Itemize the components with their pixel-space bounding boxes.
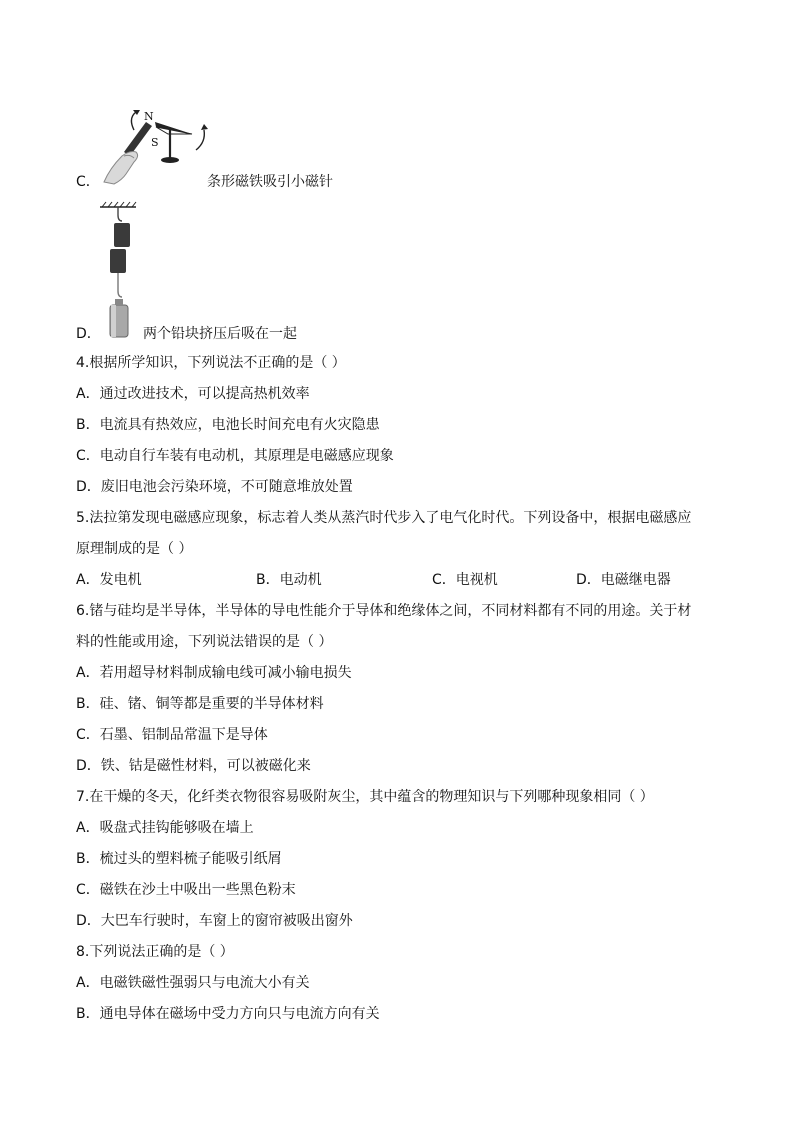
q6-stem-line1: 6.锗与硅均是半导体，半导体的导电性能介于导体和绝缘体之间，不同材料都有不同的用途。关于材 bbox=[76, 603, 692, 619]
q4-option-d: D．废旧电池会污染环境，不可随意堆放处置 bbox=[76, 479, 353, 495]
q8-option-b: B．通电导体在磁场中受力方向只与电流方向有关 bbox=[76, 1006, 380, 1022]
q5-stem-line2: 原理制成的是（ ） bbox=[76, 541, 193, 557]
option-c-caption: 条形磁铁吸引小磁针 bbox=[207, 174, 333, 190]
q7-option-a: A．吸盘式挂钩能够吸在墙上 bbox=[76, 820, 254, 836]
q7-option-c: C．磁铁在沙土中吸出一些黑色粉末 bbox=[76, 882, 296, 898]
q5-option-b: B．电动机 bbox=[256, 572, 322, 588]
q5-stem-line1: 5.法拉第发现电磁感应现象，标志着人类从蒸汽时代步入了电气化时代。下列设备中，根据电磁感应 bbox=[76, 510, 692, 526]
q6-option-c: C．石墨、铝制品常温下是导体 bbox=[76, 727, 268, 743]
q5-option-c: C．电视机 bbox=[432, 572, 498, 588]
q4-option-c: C．电动自行车装有电动机，其原理是电磁感应现象 bbox=[76, 448, 394, 464]
q6-option-a: A．若用超导材料制成输电线可减小输电损失 bbox=[76, 665, 352, 681]
option-c-letter: C． bbox=[76, 174, 100, 190]
q7-stem: 7.在干燥的冬天，化纤类衣物很容易吸附灰尘，其中蕴含的物理知识与下列哪种现象相同（ ） bbox=[76, 789, 654, 805]
q4-option-a: A．通过改进技术，可以提高热机效率 bbox=[76, 386, 310, 402]
q6-stem-line2: 料的性能或用途，下列说法错误的是（ ） bbox=[76, 634, 333, 650]
q5-option-d: D．电磁继电器 bbox=[576, 572, 671, 588]
q6-option-b: B．硅、锗、铜等都是重要的半导体材料 bbox=[76, 696, 324, 712]
q7-option-b: B．梳过头的塑料梳子能吸引纸屑 bbox=[76, 851, 282, 867]
lead-blocks-figure bbox=[98, 201, 142, 343]
q5-option-a: A．发电机 bbox=[76, 572, 142, 588]
q4-option-b: B．电流具有热效应，电池长时间充电有火灾隐患 bbox=[76, 417, 380, 433]
magnet-compass-figure bbox=[100, 104, 212, 186]
option-d-caption: 两个铅块挤压后吸在一起 bbox=[143, 326, 297, 342]
q6-option-d: D．铁、钴是磁性材料，可以被磁化来 bbox=[76, 758, 311, 774]
s-label: S bbox=[151, 136, 159, 149]
n-label: N bbox=[144, 110, 154, 123]
q4-stem: 4.根据所学知识，下列说法不正确的是（ ） bbox=[76, 355, 346, 371]
q8-option-a: A．电磁铁磁性强弱只与电流大小有关 bbox=[76, 975, 310, 991]
q7-option-d: D．大巴车行驶时，车窗上的窗帘被吸出窗外 bbox=[76, 913, 353, 929]
q8-stem: 8.下列说法正确的是（ ） bbox=[76, 944, 234, 960]
option-d-letter: D． bbox=[76, 326, 101, 342]
